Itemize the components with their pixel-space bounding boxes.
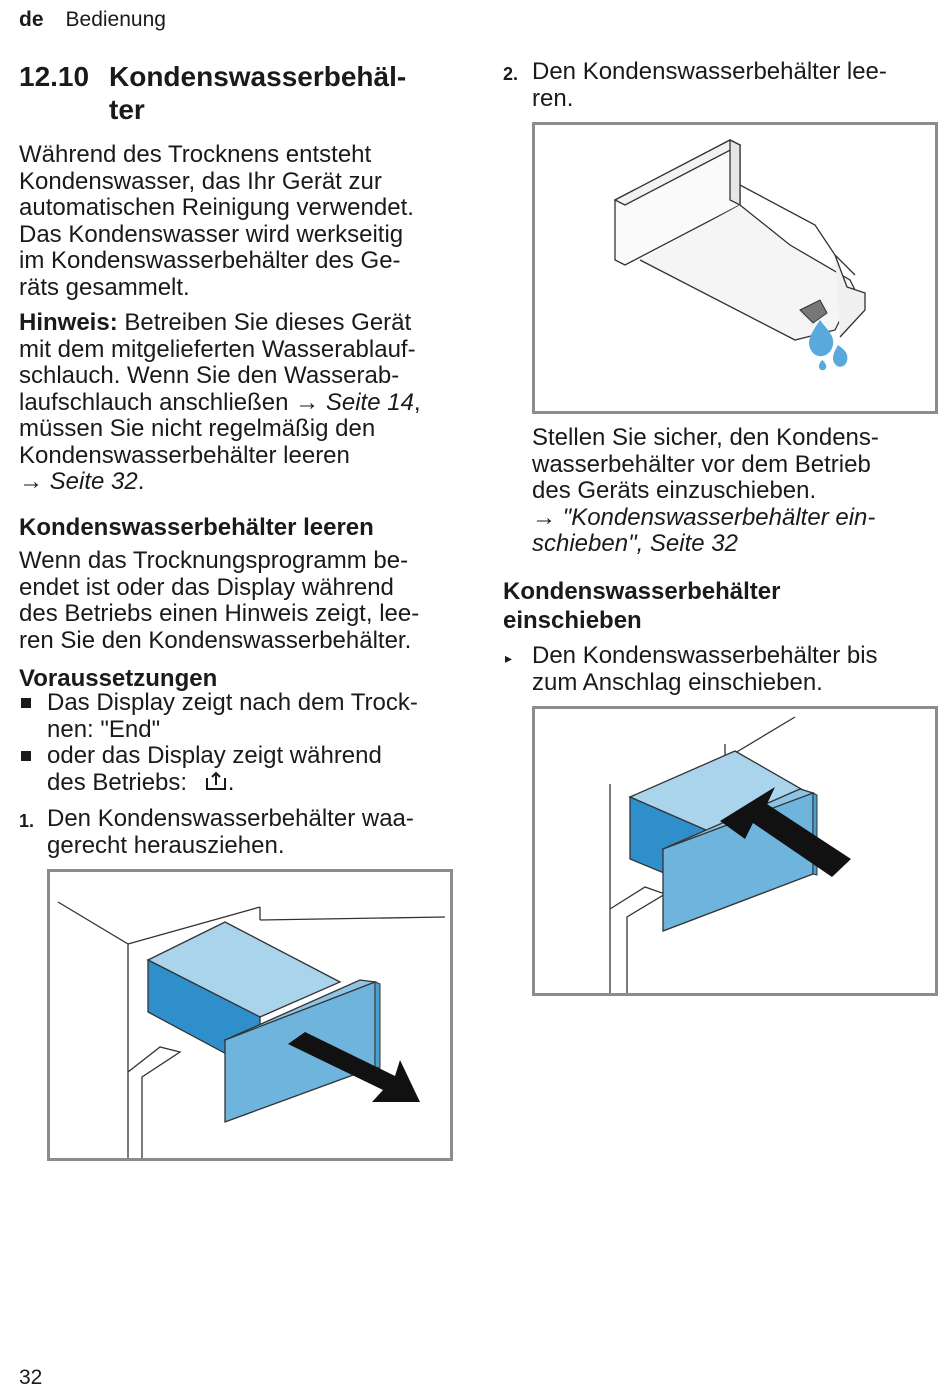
intro-line: Das Kondenswasser wird werkseitig	[19, 220, 404, 248]
empty-line: endet ist oder das Display während	[19, 573, 394, 601]
heading-empty-tank: Kondenswasserbehälter leeren	[19, 514, 374, 541]
language-code: de	[19, 8, 44, 31]
heading-insert-tank	[503, 577, 780, 635]
punct: ,	[413, 388, 421, 416]
bullet-line: des Betriebs:	[47, 768, 188, 796]
heading-line: einschieben	[503, 607, 642, 634]
page-number: 32	[19, 1366, 43, 1389]
insert-section-link-cont[interactable]: schieben", Seite 32	[532, 530, 738, 557]
punct: .	[137, 468, 145, 495]
empty-paragraph	[19, 548, 459, 654]
heading-prerequisites: Voraussetzungen	[19, 665, 218, 692]
intro-line: Während des Trocknens entsteht	[19, 141, 372, 168]
note-line: schlauch. Wenn Sie den Wasserab-	[19, 362, 400, 389]
step-line: ren.	[532, 84, 574, 112]
intro-line: automatischen Reinigung verwendet.	[19, 194, 414, 221]
empty-line: des Betriebs einen Hinweis zeigt, lee-	[19, 600, 420, 627]
intro-line: im Kondenswasserbehälter des Ge-	[19, 247, 401, 274]
step-line: gerecht herausziehen.	[47, 831, 285, 859]
bullet-item-2	[47, 743, 382, 796]
empty-line: ren Sie den Kondenswasserbehälter.	[19, 626, 412, 654]
after-step-paragraph	[532, 425, 942, 558]
figure-empty-tank	[532, 122, 938, 414]
intro-line: räts gesammelt.	[19, 273, 190, 301]
empty-line: Wenn das Trocknungsprogramm be-	[19, 547, 409, 574]
step-line: Den Kondenswasserbehälter waa-	[47, 805, 414, 832]
step-line: Den Kondenswasserbehälter bis	[532, 642, 878, 669]
title-line-2: ter	[109, 94, 145, 125]
pull-out-illustration	[50, 872, 450, 1158]
arrow-icon: →	[295, 388, 320, 416]
page-link-32[interactable]: Seite 32	[49, 468, 138, 495]
arrow-icon: →	[19, 468, 43, 495]
step-2-text	[532, 59, 887, 112]
bullet-item-1	[47, 690, 418, 743]
bullet-line: Das Display zeigt nach dem Trock-	[47, 689, 418, 716]
page-title	[19, 60, 406, 126]
insert-illustration	[535, 709, 935, 993]
section-name: Bedienung	[65, 8, 166, 31]
note-line: mit dem mitgelieferten Wasserablauf-	[19, 335, 416, 363]
title-number: 12.10	[19, 61, 90, 92]
bullet-line: nen: "End"	[47, 715, 161, 743]
punct: .	[227, 768, 235, 796]
bullet-marker	[21, 698, 31, 708]
arrow-icon: →	[532, 503, 556, 531]
intro-line: Kondenswasser, das Ihr Gerät zur	[19, 167, 382, 195]
note-line: laufschlauch anschließen	[19, 388, 289, 416]
empty-illustration	[535, 125, 935, 411]
running-header	[19, 8, 166, 32]
heading-line: Kondenswasserbehälter	[503, 578, 781, 605]
figure-pull-out-tank	[47, 869, 453, 1161]
after-line: wasserbehälter vor dem Betrieb	[532, 450, 871, 478]
step-line: Den Kondenswasserbehälter lee-	[532, 58, 887, 85]
intro-paragraph	[19, 142, 459, 301]
note-line: Kondenswasserbehälter leeren	[19, 441, 350, 469]
note-line: müssen Sie nicht regelmäßig den	[19, 415, 376, 442]
note-line: Betreiben Sie dieses Gerät	[124, 309, 412, 336]
insert-section-link[interactable]: "Kondenswasserbehälter ein-	[562, 503, 876, 531]
note-paragraph	[19, 310, 459, 496]
bullet-marker	[21, 751, 31, 761]
note-label: Hinweis:	[19, 309, 118, 336]
step-marker-icon: ▸	[505, 650, 513, 666]
figure-insert-tank	[532, 706, 938, 996]
title-line-1: Kondenswasserbehäl-	[109, 61, 407, 92]
tank-full-icon	[204, 770, 228, 792]
after-line: des Geräts einzuschieben.	[532, 477, 817, 504]
step-number-1: 1.	[19, 811, 35, 831]
bullet-line: oder das Display zeigt während	[47, 742, 382, 769]
page-link-14[interactable]: Seite 14	[325, 388, 414, 416]
after-line: Stellen Sie sicher, den Kondens-	[532, 424, 879, 451]
step-line: zum Anschlag einschieben.	[532, 668, 823, 696]
step-number-2: 2.	[503, 64, 519, 84]
insert-step-text	[532, 643, 878, 696]
step-1-text	[47, 806, 414, 859]
